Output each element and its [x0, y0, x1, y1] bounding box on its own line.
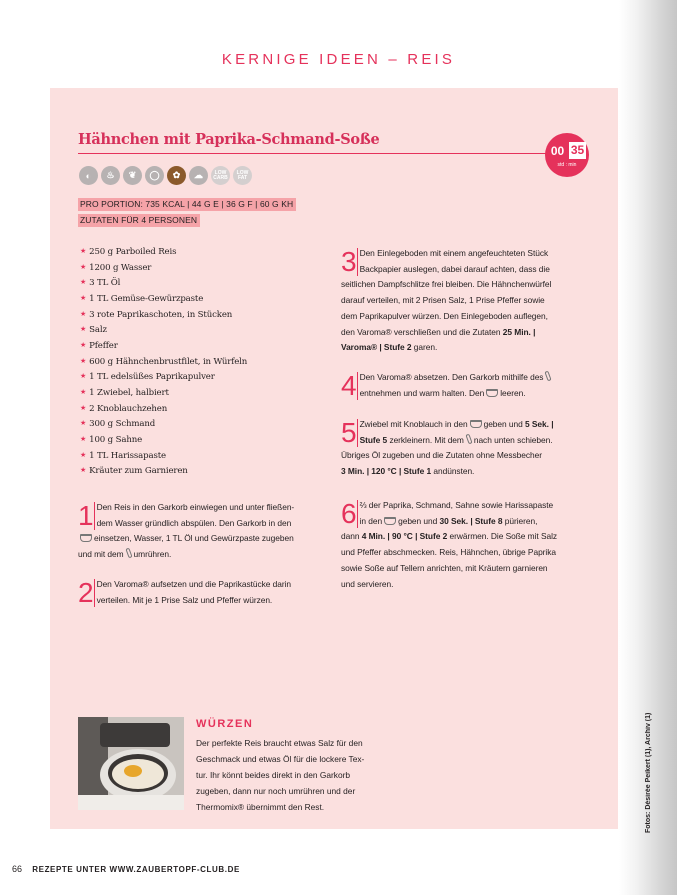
step-text: darauf verteilen, mit 2 Prisen Salz, 1 Prise Pfeffer sowie — [341, 295, 545, 306]
step-3 — [341, 246, 591, 356]
thermomix-bowl-illustration — [78, 717, 184, 810]
tip-title: WÜRZEN — [196, 718, 254, 730]
spatula-icon — [465, 433, 472, 444]
step-text: leeren. — [500, 387, 526, 398]
ingredient-item: ★ 3 rote Paprikaschoten, in Stücken — [80, 308, 247, 324]
section-title: KERNIGE IDEEN – REIS — [221, 51, 456, 68]
title-rule — [78, 153, 546, 154]
step-text: zerkleinern. Mit dem — [389, 434, 464, 445]
step-number: 2 — [78, 577, 93, 608]
step-text: und servieren. — [341, 578, 394, 589]
servings-info: ZUTATEN FÜR 4 PERSONEN — [78, 214, 200, 227]
step-text: einsetzen, Wasser, 1 TL Öl und Gewürzpaste zugeben — [94, 533, 294, 544]
mixing-bowl-icon — [80, 534, 92, 542]
step-text: Übriges Öl zugeben und die Zutaten ohne Messbecher — [341, 450, 542, 461]
gluten-free-icon: ◐ — [79, 166, 98, 185]
ingredient-item: ★ 1200 g Wasser — [80, 261, 247, 277]
low-carb-icon — [211, 166, 230, 185]
ingredient-item: ★ 3 TL Öl — [80, 276, 247, 292]
mixing-bowl-icon — [470, 420, 482, 428]
ingredient-item: ★ Pfeffer — [80, 339, 247, 355]
step-text: geben und — [398, 515, 438, 526]
step-text: dem Wasser gründlich abspülen. Den Garkorb in den — [96, 517, 292, 528]
photo-credit: Fotos: Désirée Peikert (1), Archiv (1) — [645, 712, 652, 833]
mixing-bowl-icon — [384, 517, 396, 525]
mixing-bowl-icon — [486, 389, 498, 397]
page-number: 66 — [12, 864, 23, 874]
step-text: seitlichen Dampfschlitze frei bleiben. Die Hähnchenwürfel — [341, 279, 552, 290]
step-text: den Varoma® verschließen und die Zutaten — [341, 326, 501, 337]
step-text: Den Varoma® absetzen. Den Garkorb mithilfe des — [359, 372, 544, 382]
step-number: 1 — [78, 500, 93, 531]
step-text: nach unten schieben. — [473, 434, 553, 445]
fish-icon: ☁ — [189, 166, 208, 185]
step-setting: Varoma® | Stufe 2 — [341, 342, 412, 353]
step-text: Backpapier auslegen, dabei darauf achten, dass die — [359, 263, 550, 274]
wheat-icon: ❦ — [123, 166, 142, 185]
tip-line: Thermomix® übernimmt den Rest. — [196, 802, 325, 812]
ingredient-item: ★ 1 TL Harissapaste — [80, 449, 247, 465]
diet-icons — [79, 166, 252, 185]
step-number: 3 — [341, 246, 356, 277]
ingredient-item: ★ 250 g Parboiled Reis — [80, 245, 247, 261]
recipe-title: Hähnchen mit Paprika-Schmand-Soße — [78, 131, 380, 148]
page-footer — [12, 864, 240, 874]
tip-text — [196, 735, 386, 815]
ingredient-item: ★ 2 Knoblauchzehen — [80, 402, 247, 418]
spatula-icon — [545, 371, 552, 382]
step-setting: 3 Min. | 120 °C | Stufe 1 — [341, 466, 432, 477]
step-text: in den — [359, 515, 383, 526]
step-text: Den Reis in den Garkorb einwiegen und unter fließen- — [96, 502, 295, 512]
time-unit: std : min — [557, 162, 577, 168]
step-setting: 25 Min. | — [502, 326, 536, 337]
step-text: geben und — [483, 419, 523, 429]
nut-icon: ✿ — [167, 166, 186, 185]
low-fat-label-1: LOW — [236, 169, 249, 176]
tip-line: Geschmack und etwas Öl für die lockere Tex- — [196, 754, 365, 764]
step-setting: Stufe 5 — [359, 434, 388, 445]
low-fat-label-2: FAT — [237, 174, 248, 181]
ingredient-item: ★ 100 g Sahne — [80, 433, 247, 449]
tip-line: Der perfekte Reis braucht etwas Salz für den — [196, 738, 363, 748]
step-text: erwärmen. Die Soße mit Salz — [449, 531, 558, 542]
step-text: entnehmen und warm halten. Den — [359, 387, 485, 398]
tip-line: zugeben, dann nur noch umrühren und der — [196, 786, 356, 796]
step-text: Den Varoma® aufsetzen und die Paprikastücke darin — [96, 579, 292, 589]
ingredient-item: ★ Kräuter zum Garnieren — [80, 464, 247, 480]
step-2 — [78, 577, 324, 608]
step-number: 4 — [341, 370, 356, 401]
portion-info: PRO PORTION: 735 KCAL | 44 G E | 36 G F | 60 G KH — [78, 198, 296, 211]
tip-photo — [78, 717, 184, 810]
step-1 — [78, 500, 324, 563]
step-4 — [341, 370, 591, 401]
step-text: Den Einlegeboden mit einem angefeuchteten Stück — [359, 248, 549, 258]
ingredient-item: ★ 1 TL edelsüßes Paprikapulver — [80, 370, 247, 386]
ingredient-item: ★ 1 TL Gemüse-Gewürzpaste — [80, 292, 247, 308]
time-minutes: 35 — [570, 143, 585, 157]
step-text: garen. — [413, 342, 438, 353]
spatula-icon — [125, 548, 132, 559]
footer-url: REZEPTE UNTER WWW.ZAUBERTOPF-CLUB.DE — [32, 865, 240, 874]
step-text: pürieren, — [504, 515, 538, 526]
step-text: umrühren. — [133, 549, 172, 560]
step-text: dann — [341, 531, 360, 542]
step-setting: 4 Min. | 90 °C | Stufe 2 — [361, 531, 448, 542]
step-number: 6 — [341, 498, 356, 529]
step-setting: 5 Sek. | — [525, 419, 554, 429]
step-text: verteilen. Mit je 1 Prise Salz und Pfeffer würzen. — [96, 594, 273, 605]
step-text: andünsten. — [433, 466, 475, 477]
egg-free-icon: ◯ — [145, 166, 164, 185]
tip-line: tur. Ihr könnt beides direkt in den Garkorb — [196, 770, 351, 780]
step-text: dem Paprikapulver würzen. Den Einlegeboden auflegen, — [341, 310, 548, 321]
low-carb-label-2: CARB — [213, 174, 228, 181]
step-setting: 30 Sek. | Stufe 8 — [439, 515, 503, 526]
low-fat-icon — [233, 166, 252, 185]
ingredient-item: ★ 600 g Hähnchenbrustfilet, in Würfeln — [80, 355, 247, 371]
step-6 — [341, 498, 591, 592]
low-carb-label-1: LOW — [214, 169, 227, 176]
ingredient-item: ★ 1 Zwiebel, halbiert — [80, 386, 247, 402]
step-5 — [341, 417, 591, 480]
ingredient-item: ★ Salz — [80, 323, 247, 339]
step-text: sowie Soße auf Tellern anrichten, mit Kräutern garnieren — [341, 562, 548, 573]
ingredient-item: ★ 300 g Schmand — [80, 417, 247, 433]
lactose-free-icon: ♨ — [101, 166, 120, 185]
step-text: ⅔ der Paprika, Schmand, Sahne sowie Harissapaste — [359, 500, 554, 510]
step-text: und mit dem — [78, 549, 124, 560]
time-hours: 00 — [550, 144, 565, 158]
time-badge — [545, 133, 589, 177]
step-text: und Pfeffer abschmecken. Reis, Hähnchen, übrige Paprika — [341, 547, 556, 558]
step-text: Zwiebel mit Knoblauch in den — [359, 419, 468, 429]
ingredient-list — [80, 245, 247, 480]
step-number: 5 — [341, 417, 356, 448]
